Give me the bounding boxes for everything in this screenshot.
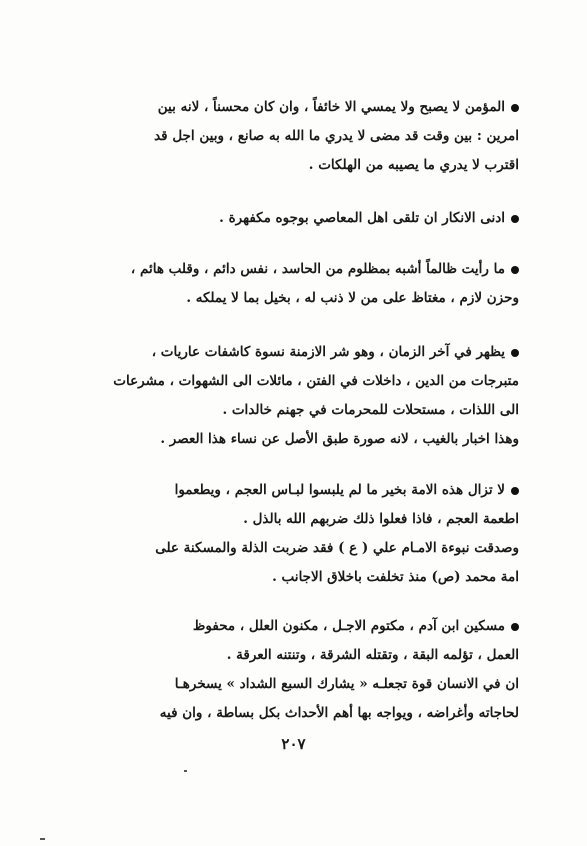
bullet-icon <box>511 349 519 357</box>
bullet-icon <box>511 215 519 223</box>
scan-speck <box>184 770 187 772</box>
paragraph-5 <box>66 476 519 592</box>
scan-speck <box>40 838 45 840</box>
paragraph-line: لحاجاته وأغراضه ، ويواجه بها أهم الأحداث بكل بساطة ، وان فيه <box>159 705 519 721</box>
paragraph-line: امرين : بين وقت قد مضى لا يدري ما الله به صانع ، وبين اجل قد <box>154 128 519 144</box>
bullet-icon <box>511 266 519 274</box>
paragraph-line: متبرجات من الدين ، داخلات في الفتن ، مائلات الى الشهوات ، مشرعات <box>113 373 519 389</box>
paragraph-line: الى اللذات ، مستحلات للمحرمات في جهنم خالدات . <box>222 402 519 418</box>
bullet-icon <box>511 104 519 112</box>
paragraph-line: ادنى الانكار ان تلقى اهل المعاصي بوجوه مكفهرة . <box>66 204 519 233</box>
paragraph-1 <box>66 93 519 180</box>
paragraph-6 <box>66 612 519 728</box>
bullet-icon <box>511 623 519 631</box>
bullet-icon <box>511 487 519 495</box>
paragraph-line: يظهر في آخر الزمان ، وهو شر الازمنة نسوة كاشفات عاريات ، <box>66 338 519 367</box>
paragraph-line: وصدقت نبوءة الامـام علي ( ع ) فقد ضربت الذلة والمسكنة على <box>155 540 519 556</box>
paragraph-line: وهذا اخبار بالغيب ، لانه صورة طبق الأصل عن نساء هذا العصر . <box>160 431 519 447</box>
paragraph-line: اقترب لا يدري ما يصيبه من الهلكات . <box>308 157 519 173</box>
paragraph-line: ما رأيت ظالماً أشبه بمظلوم من الحاسد ، نفس دائم ، وقلب هائم ، <box>66 255 519 284</box>
paragraph-line: العمل ، تؤلمه البقة ، وتقتله الشرقة ، وتنتنه العرقة . <box>226 647 519 663</box>
paragraph-line: امة محمد (ص) منذ تخلفت باخلاق الاجانب . <box>272 569 519 585</box>
paragraph-line: وحزن لازم ، مغتاظ على من لا ذنب له ، بخيل بما لا يملكه . <box>186 290 519 306</box>
paragraph-line: لا تزال هذه الامة بخير ما لم يلبسوا لبـاس العجم ، ويطعموا <box>66 476 519 505</box>
paragraph-line: اطعمة العجم ، فاذا فعلوا ذلك ضربهم الله بالذل . <box>243 511 519 527</box>
paragraph-3 <box>66 255 519 313</box>
paragraph-line: ان في الانسان قوة تجعلـه « يشارك السبع الشداد » يسخرهـا <box>174 676 519 692</box>
paragraph-4 <box>66 338 519 454</box>
paragraph-line: المؤمن لا يصبح ولا يمسي الا خائفاً ، وان كان محسناً ، لانه بين <box>66 93 519 122</box>
page-number: ٢٠٧ <box>281 735 306 753</box>
paragraph-2 <box>66 204 519 233</box>
paragraph-line: مسكين ابن آدم ، مكتوم الاجـل ، مكنون العلل ، محفوظ <box>66 612 519 641</box>
